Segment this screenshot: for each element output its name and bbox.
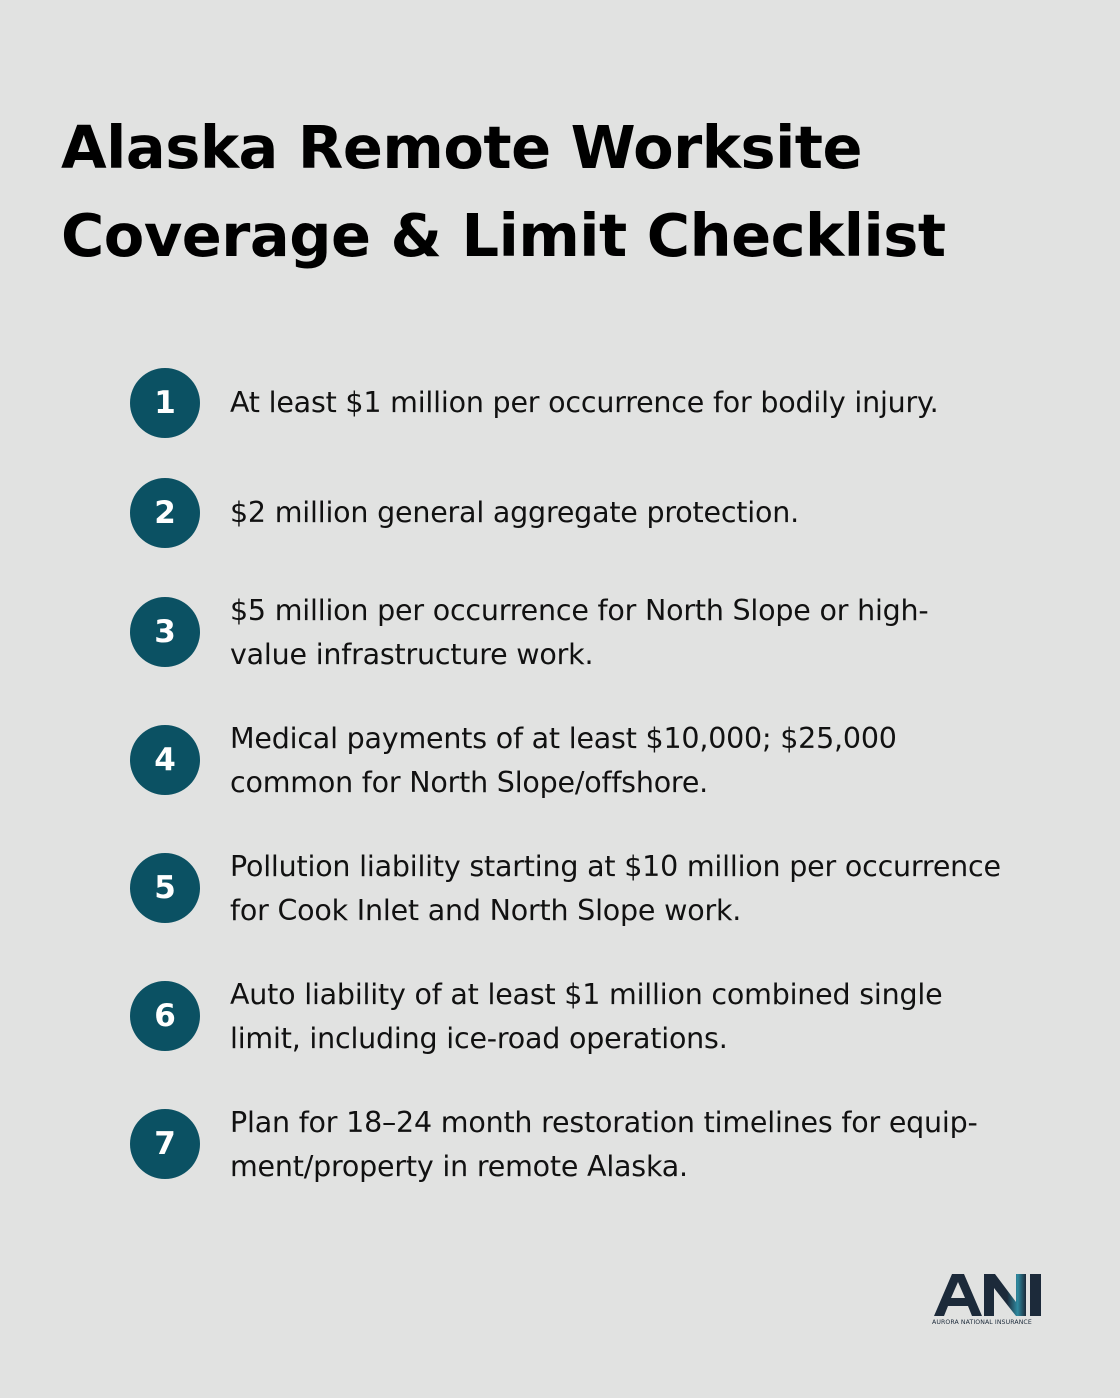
page-title	[61, 104, 1061, 280]
page-title-line-2: Coverage & Limit Checklist	[61, 201, 946, 270]
ani-logo-mark	[932, 1272, 1046, 1318]
checklist-item-line: Plan for 18–24 month restoration timelines for equip-	[230, 1106, 978, 1139]
step-number-badge: 5	[130, 853, 200, 923]
checklist-item-3	[130, 594, 1060, 687]
checklist-item-text	[230, 1101, 1050, 1189]
checklist-item-1	[130, 368, 1060, 458]
checklist-item-line: Auto liability of at least $1 million combined single	[230, 978, 943, 1011]
checklist-item-text	[230, 381, 1050, 425]
step-number-badge: 7	[130, 1109, 200, 1179]
logo-tagline: AURORA NATIONAL INSURANCE	[932, 1319, 1032, 1326]
step-number-badge: 4	[130, 725, 200, 795]
checklist-item-text	[230, 973, 1050, 1061]
checklist-item-4	[130, 722, 1060, 815]
step-number-badge: 3	[130, 597, 200, 667]
step-number-badge: 1	[130, 368, 200, 438]
checklist-item-2	[130, 478, 1060, 568]
checklist-item-line: Pollution liability starting at $10 million per occurrence	[230, 850, 1001, 883]
checklist-item-line: At least $1 million per occurrence for bodily injury.	[230, 386, 939, 419]
checklist-item-line: for Cook Inlet and North Slope work.	[230, 894, 742, 927]
checklist-item-line: value infrastructure work.	[230, 638, 594, 671]
company-logo	[932, 1272, 1046, 1332]
checklist-item-text	[230, 845, 1050, 933]
checklist-item-5	[130, 850, 1060, 943]
step-number-badge: 2	[130, 478, 200, 548]
checklist-item-line: Medical payments of at least $10,000; $25,000	[230, 722, 897, 755]
checklist-item-text	[230, 491, 1050, 535]
checklist-item-line: ment/property in remote Alaska.	[230, 1150, 688, 1183]
checklist-item-text	[230, 717, 1050, 805]
checklist-item-line: $2 million general aggregate protection.	[230, 496, 799, 529]
checklist-item-line: $5 million per occurrence for North Slope or high-	[230, 594, 929, 627]
checklist-item-line: common for North Slope/offshore.	[230, 766, 709, 799]
checklist-item-7	[130, 1106, 1060, 1199]
checklist-item-text	[230, 589, 1050, 677]
checklist-item-line: limit, including ice-road operations.	[230, 1022, 728, 1055]
step-number-badge: 6	[130, 981, 200, 1051]
page-title-line-1: Alaska Remote Worksite	[61, 113, 863, 182]
checklist-item-6	[130, 978, 1060, 1071]
